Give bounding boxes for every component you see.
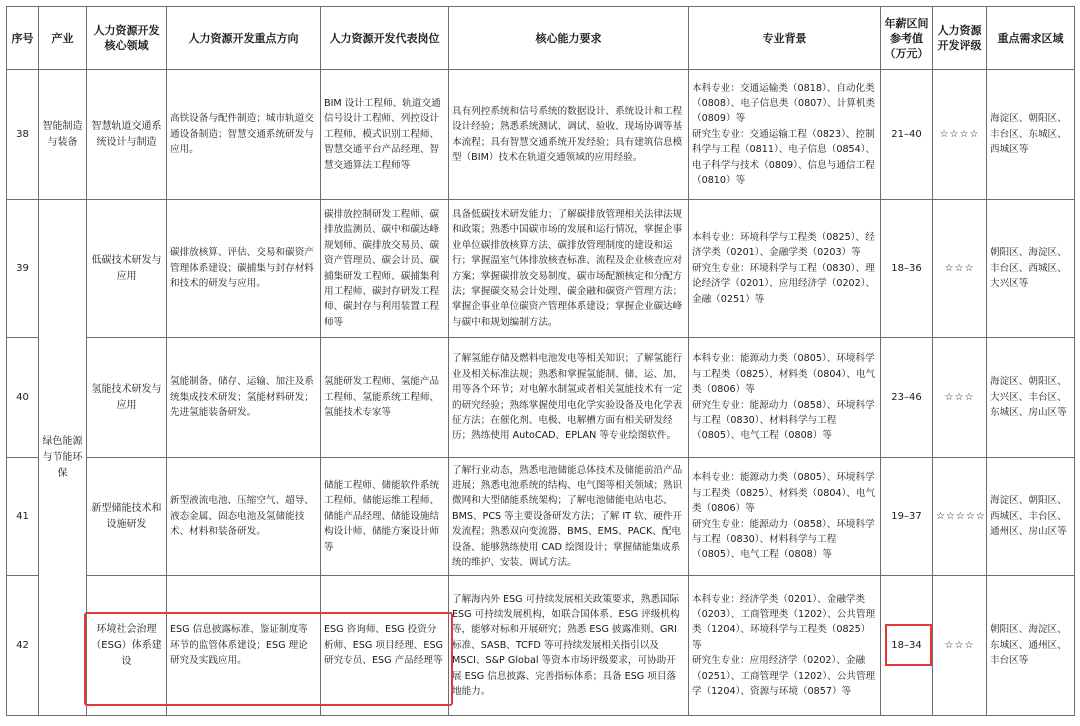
cell-ability: 了解海内外 ESG 可持续发展相关政策要求，熟悉国际 ESG 可持续发展机构，如联合国体系、ESG 评级机构等，能够对标和开展研究；熟悉 ESG 披露准则、GRI 标准、SASB、TCFD 等可持续发展相关指引以及 MSCI、S&P Global 等资本市场评级要求，可协助开展 ESG 信息披露、完善指标体系；具备 ESG 项目落地能力。 (449, 576, 689, 716)
header-seq: 序号 (7, 7, 39, 70)
header-background: 专业背景 (689, 7, 881, 70)
cell-rating: ☆☆☆☆ (933, 70, 987, 200)
table-row (7, 576, 1075, 716)
cell-positions: ESG 咨询师、ESG 投资分析师、ESG 项目经理、ESG 研究专员、ESG 产品经理等 (321, 576, 449, 716)
cell-domain: 新型储能技术和设施研发 (87, 458, 167, 576)
cell-industry-green: 绿色能源与节能环保 (39, 200, 87, 716)
background-postgrad: 研究生专业：应用经济学（0202）、金融（0251）、工商管理学（1202）、公共管理学（1204）、资源与环境（0857）等 (692, 655, 876, 698)
header-domain: 人力资源开发核心领域 (87, 7, 167, 70)
cell-positions: BIM 设计工程师、轨道交通信号设计工程师、列控设计工程师、模式识别工程师、智慧交通平台产品经理、智慧交通算法工程师等 (321, 70, 449, 200)
header-rating: 人力资源开发评级 (933, 7, 987, 70)
cell-rating: ☆☆☆ (933, 338, 987, 458)
table-row (7, 458, 1075, 576)
cell-region: 海淀区、朝阳区、大兴区、丰台区、东城区、房山区等 (987, 338, 1075, 458)
header-row (7, 7, 1075, 70)
background-undergrad: 本科专业：经济学类（0201）、金融学类（0203）、工商管理类（1202）、公共管理类（1204）、环境科学与工程类（0825）等 (692, 593, 876, 651)
table-row (7, 70, 1075, 200)
header-ability: 核心能力要求 (449, 7, 689, 70)
table-row (7, 200, 1075, 338)
cell-seq: 41 (7, 458, 39, 576)
cell-salary: 23–46 (881, 338, 933, 458)
talent-table (6, 6, 1075, 716)
cell-salary: 18–36 (881, 200, 933, 338)
cell-domain: 氢能技术研发与应用 (87, 338, 167, 458)
header-positions: 人力资源开发代表岗位 (321, 7, 449, 70)
background-undergrad: 本科专业：环境科学与工程类（0825）、经济学类（0201）、金融学类（0203）等 (692, 231, 875, 259)
background-postgrad: 研究生专业：能源动力（0858）、环境科学与工程（0830）、材料科学与工程（0805）、电气工程（0808）等 (692, 399, 875, 442)
cell-industry-smart: 智能制造与装备 (39, 70, 87, 200)
cell-positions: 碳排放控制研发工程师、碳排放监测员、碳中和碳达峰规划师、碳排放交易员、碳资产管理员、碳会计员、碳捕集研发工程师、碳捕集利用工程师、碳封存研发工程师、碳封存与利用装置工程师等 (321, 200, 449, 338)
background-undergrad: 本科专业：交通运输类（0818）、自动化类（0808）、电子信息类（0807）、计算机类（0809）等 (692, 82, 876, 125)
cell-ability: 了解行业动态，熟悉电池储能总体技术及储能前沿产品进展；熟悉电池系统的结构、电气图等相关领域；熟识微网和大型储能系统架构；了解电池储能电站电芯、BMS、PCS 等主要设备研发方法；了解 IT 软、硬件开发流程；熟悉双向变流器、BMS、EMS、PACK、配电设备、能够熟练使用 CAD 绘图设计；掌握储能集成系统的维护、安装、调试方法。 (449, 458, 689, 576)
cell-rating: ☆☆☆ (933, 200, 987, 338)
background-postgrad: 研究生专业：能源动力（0858）、环境科学与工程（0830）、材料科学与工程（0805）、电气工程（0808）等 (692, 518, 875, 561)
cell-background (689, 576, 881, 716)
background-postgrad: 研究生专业：交通运输工程（0823）、控制科学与工程（0811）、电子信息（0854）、电子科学与技术（0809）、信息与通信工程（0810）等 (692, 128, 876, 187)
header-direction: 人力资源开发重点方向 (167, 7, 321, 70)
cell-positions: 氢能研发工程师、氢能产品工程师、氢能系统工程师、氢能技术专家等 (321, 338, 449, 458)
table-row (7, 338, 1075, 458)
cell-direction: 氢能制备、储存、运输、加注及系统集成技术研发；氢能材料研发；先进氢能装备研发。 (167, 338, 321, 458)
cell-region: 海淀区、朝阳区、西城区、丰台区、通州区、房山区等 (987, 458, 1075, 576)
header-region: 重点需求区域 (987, 7, 1075, 70)
cell-seq: 39 (7, 200, 39, 338)
cell-region: 海淀区、朝阳区、丰台区、东城区、西城区等 (987, 70, 1075, 200)
cell-ability: 了解氢能存储及燃料电池发电等相关知识；了解氢能行业及相关标准法规；熟悉和掌握氢能制、储、运、加、用等各个环节；对电解水制氢或者相关氢能技术有一定的研究经验；熟练掌握使用电化学实验设备及电化学表征方法；在催化剂、电极、电解槽方面有相关研发经历；熟练使用 AutoCAD、EPLAN 等专业绘图软件。 (449, 338, 689, 458)
header-industry: 产业 (39, 7, 87, 70)
cell-rating: ☆☆☆ (933, 576, 987, 716)
cell-background (689, 338, 881, 458)
cell-salary: 19–37 (881, 458, 933, 576)
header-salary: 年薪区间参考值（万元） (881, 7, 933, 70)
cell-background (689, 70, 881, 200)
cell-ability: 具备低碳技术研发能力；了解碳排放管理相关法律法规和政策；熟悉中国碳市场的发展和运行情况，掌握企事业单位碳排放核算方法、碳排放管理制度的建设和运行；掌握温室气体排放核查标准、流程及企业核查应对方案；掌握碳排放交易制度、碳市场配额核定和分配方法；掌握碳交易会计处理、碳金融和碳资产管理方法；掌握企事业单位碳资产管理体系建设；掌握企业碳达峰与碳中和规划编制方法。 (449, 200, 689, 338)
background-undergrad: 本科专业：能源动力类（0805）、环境科学与工程类（0825）、材料类（0804）、电气类（0806）等 (692, 353, 876, 396)
cell-domain: 环境社会治理（ESG）体系建设 (87, 576, 167, 716)
cell-seq: 42 (7, 576, 39, 716)
cell-background (689, 200, 881, 338)
cell-seq: 40 (7, 338, 39, 458)
cell-salary: 21–40 (881, 70, 933, 200)
cell-direction: ESG 信息披露标准、鉴证制度等环节的监管体系建设；ESG 理论研究及实践应用。 (167, 576, 321, 716)
cell-ability: 具有列控系统和信号系统的数据设计、系统设计和工程设计经验；熟悉系统测试、调试、验收、现场协调等基本流程；具有智慧交通系统开发经验；具有建筑信息模型（BIM）技术在轨道交通领域的应用经验。 (449, 70, 689, 200)
cell-direction: 碳排放核算、评估、交易和碳资产管理体系建设；碳捕集与封存材料和技术的研发与应用。 (167, 200, 321, 338)
cell-region: 朝阳区、海淀区、丰台区、西城区、大兴区等 (987, 200, 1075, 338)
cell-rating: ☆☆☆☆☆ (933, 458, 987, 576)
cell-salary: 18–34 (881, 576, 933, 716)
cell-direction: 高铁设备与配件制造；城市轨道交通设备制造；智慧交通系统研发与应用。 (167, 70, 321, 200)
cell-background (689, 458, 881, 576)
cell-domain: 智慧轨道交通系统设计与制造 (87, 70, 167, 200)
cell-region: 朝阳区、海淀区、东城区、通州区、丰台区等 (987, 576, 1075, 716)
cell-positions: 储能工程师、储能软件系统工程师、储能运维工程师、储能产品经理、储能设施结构设计师、储能方案设计师等 (321, 458, 449, 576)
cell-domain: 低碳技术研发与应用 (87, 200, 167, 338)
background-undergrad: 本科专业：能源动力类（0805）、环境科学与工程类（0825）、材料类（0804）、电气类（0806）等 (692, 472, 876, 515)
cell-direction: 新型液流电池、压缩空气、超导、液态金属、固态电池及氢储能技术、材料和装备研发。 (167, 458, 321, 576)
cell-seq: 38 (7, 70, 39, 200)
background-postgrad: 研究生专业：环境科学与工程（0830）、理论经济学（0201）、应用经济学（0202）、金融（0251）等 (692, 262, 876, 305)
